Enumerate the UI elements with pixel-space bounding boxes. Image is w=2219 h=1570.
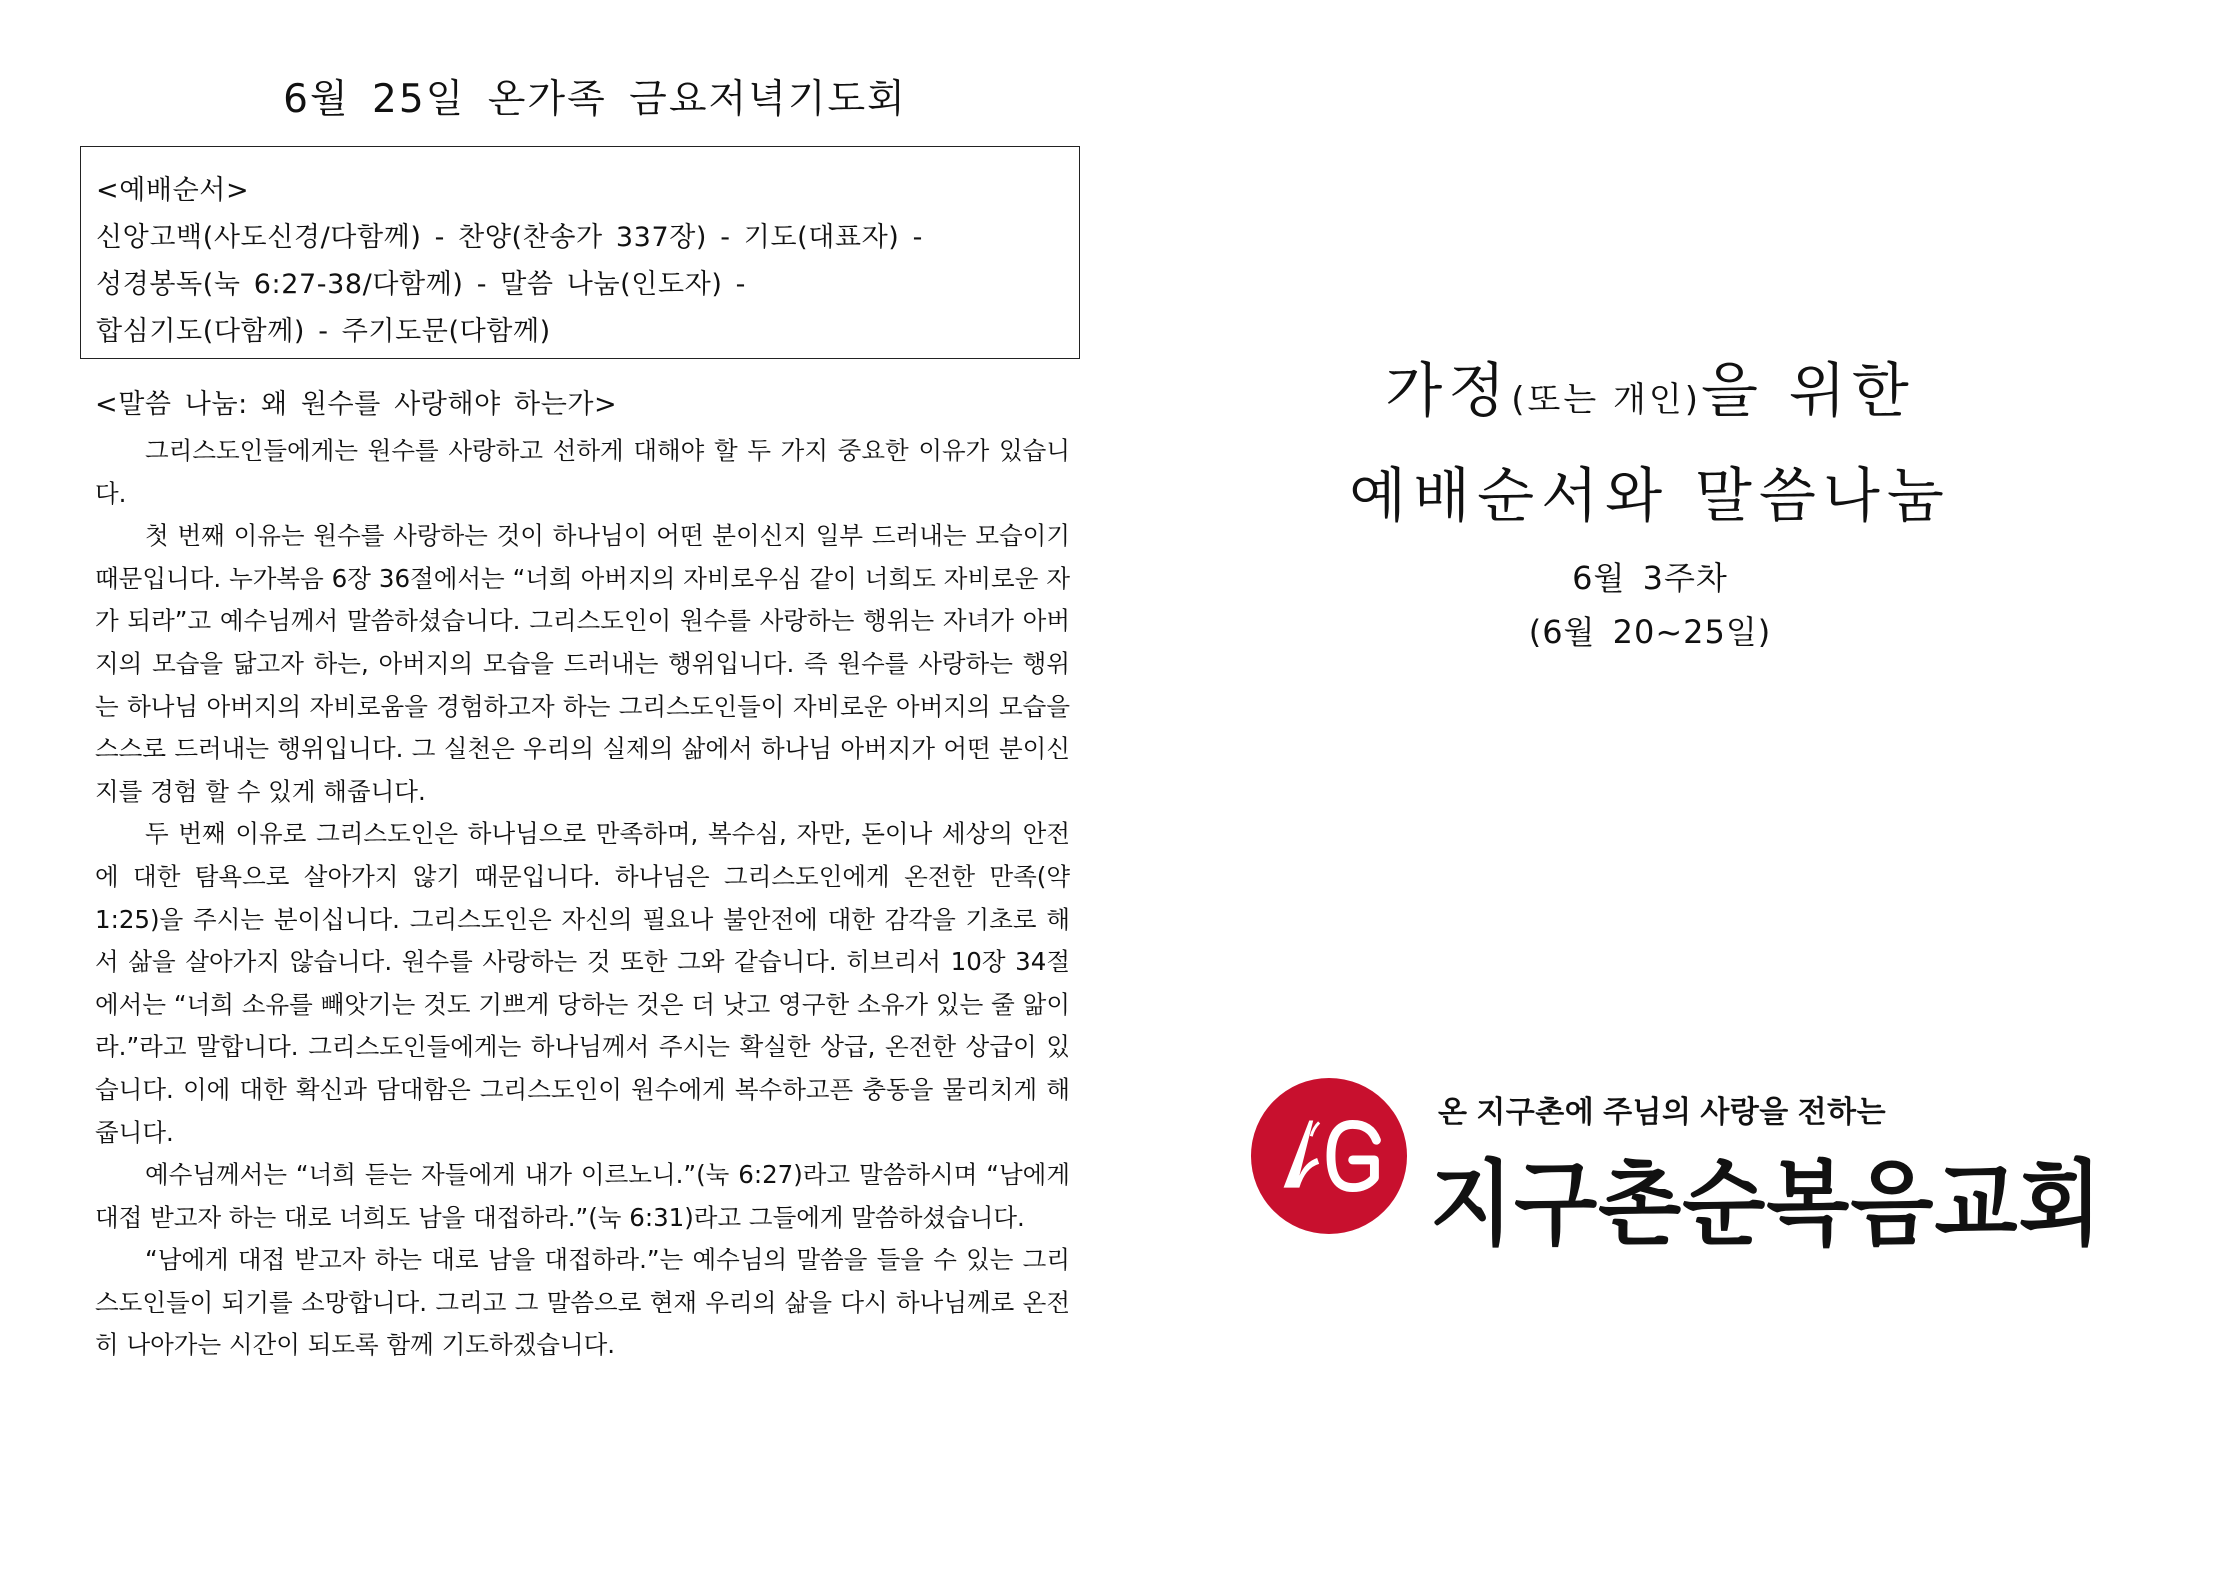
worship-order-heading: <예배순서> bbox=[96, 175, 250, 206]
sermon-paragraph: 그리스도인들에게는 원수를 사랑하고 선하게 대해야 할 두 가지 중요한 이유가 있습니다. bbox=[95, 436, 1070, 508]
booklet-title-part: 가정 bbox=[1385, 356, 1512, 425]
worship-order-line: 성경봉독(눅 6:27-38/다함께) - 말씀 나눔(인도자) - bbox=[96, 269, 746, 300]
document-title: 6월 25일 온가족 금요저녁기도회 bbox=[283, 77, 907, 122]
ag-logo-icon bbox=[1250, 1077, 1408, 1235]
date-range: (6월 20~25일) bbox=[1528, 613, 1772, 651]
worship-order-box bbox=[80, 146, 1080, 359]
worship-order-line: 신앙고백(사도신경/다함께) - 찬양(찬송가 337장) - 기도(대표자) - bbox=[96, 222, 923, 253]
week-label: 6월 3주차 bbox=[1572, 559, 1728, 597]
sermon-paragraph: 두 번째 이유로 그리스도인은 하나님으로 만족하며, 복수심, 자만, 돈이나 세상의 안전에 대한 탐욕으로 살아가지 않기 때문입니다. 하나님은 그리스도인에게 온전한 만족(약 1:25)을 주시는 분이십니다. 그리스도인은 자신의 필요나 불안전에 대한 감각을 기초로 해서 삶을 살아가지 않습니다. 원수를 사랑하는 것 또한 그와 같습니다. 히브리서 10장 34절에서는 “너희 소유를 빼앗기는 것도 기쁘게 당하는 것은 더 낫고 영구한 소유가 있는 줄 앎이라.”라고 말합니다. 그리스도인들에게는 하나님께서 주시는 확실한 상급, 온전한 상급이 있습니다. 이에 대한 확신과 담대함은 그리스도인이 원수에게 복수하고픈 충동을 물리치게 해줍니다. bbox=[95, 819, 1070, 1147]
church-logo bbox=[1250, 1077, 2103, 1259]
church-name: 지구촌순복음교회 bbox=[1430, 1150, 2103, 1259]
sermon-title: <말씀 나눔: 왜 원수를 사랑해야 하는가> bbox=[95, 389, 618, 420]
worship-order-line: 합심기도(다함께) - 주기도문(다함께) bbox=[96, 316, 551, 347]
left-page bbox=[95, 0, 1095, 1570]
booklet-title-line2: 예배순서와 말씀나눔 bbox=[1349, 461, 1951, 530]
church-tagline: 온 지구촌에 주님의 사랑을 전하는 bbox=[1438, 1096, 1887, 1129]
sermon-body bbox=[95, 430, 1070, 1367]
sermon-paragraph: 첫 번째 이유는 원수를 사랑하는 것이 하나님이 어떤 분이신지 일부 드러내는 모습이기 때문입니다. 누가복음 6장 36절에서는 “너희 아버지의 자비로우심 같이 너희도 자비로운 자가 되라”고 예수님께서 말씀하셨습니다. 그리스도인이 원수를 사랑하는 행위는 자녀가 아버지의 모습을 닮고자 하는, 아버지의 모습을 드러내는 행위입니다. 즉 원수를 사랑하는 행위는 하나님 아버지의 자비로움을 경험하고자 하는 그리스도인들이 자비로운 아버지의 모습을 스스로 드러내는 행위입니다. 그 실천은 우리의 실제의 삶에서 하나님 아버지가 어떤 분이신지를 경험 할 수 있게 해줍니다. bbox=[95, 521, 1070, 806]
sermon-paragraph: “남에게 대접 받고자 하는 대로 남을 대접하라.”는 예수님의 말씀을 들을 수 있는 그리스도인들이 되기를 소망합니다. 그리고 그 말씀으로 현재 우리의 삶을 다시 하나님께로 온전히 나아가는 시간이 되도록 함께 기도하겠습니다. bbox=[95, 1245, 1070, 1360]
booklet-title-part: 을 위한 bbox=[1700, 356, 1915, 425]
right-page bbox=[1170, 0, 2219, 1570]
sermon-paragraph: 예수님께서는 “너희 듣는 자들에게 내가 이르노니.”(눅 6:27)라고 말씀하시며 “남에게 대접 받고자 하는 대로 너희도 남을 대접하라.”(눅 6:31)라고 그들에게 말씀하셨습니다. bbox=[95, 1160, 1070, 1232]
booklet-title-parenthetical: (또는 개인) bbox=[1511, 380, 1701, 420]
booklet-title-line1 bbox=[1170, 352, 2130, 439]
booklet-title bbox=[1170, 352, 2130, 535]
